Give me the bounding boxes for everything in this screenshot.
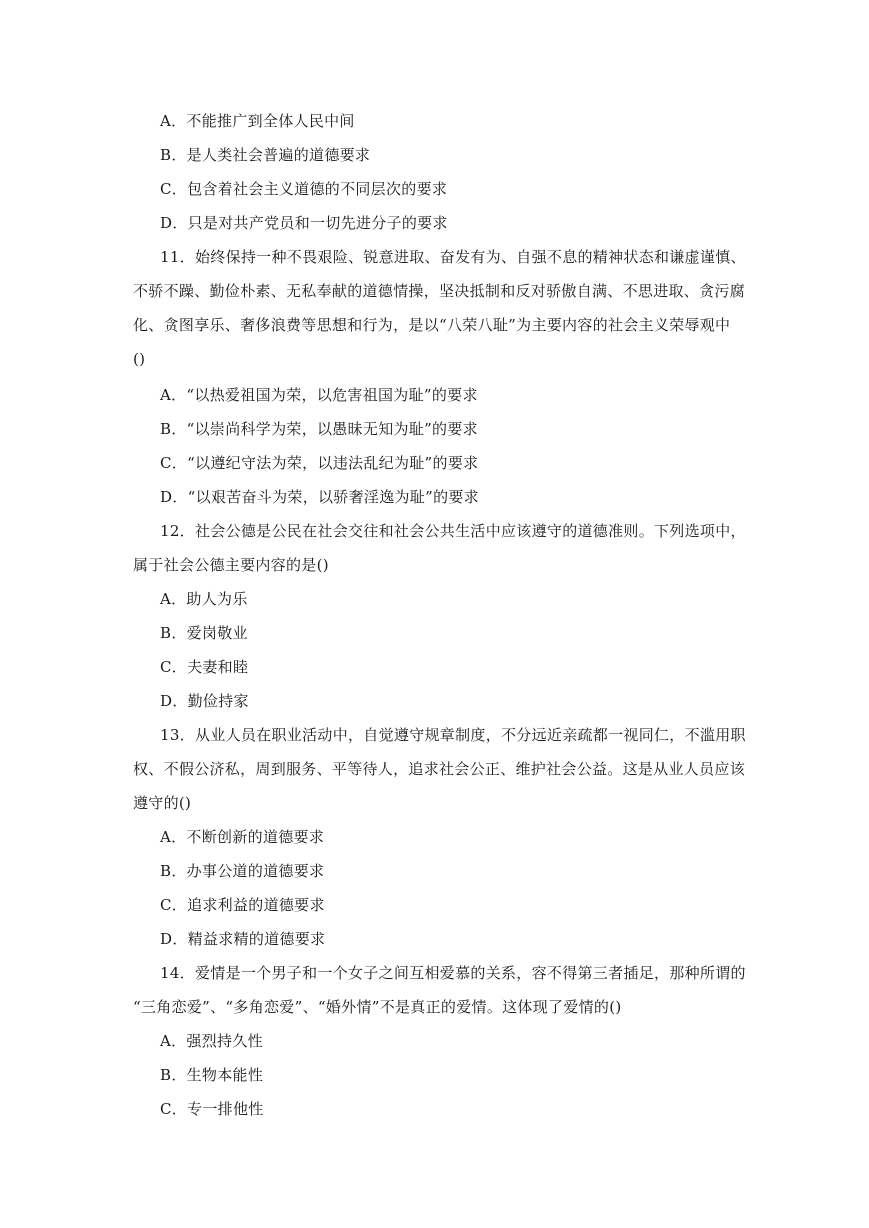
- q11-stem-line-3: 化、贪图享乐、奢侈浪费等思想和行为，是以“八荣八耻”为主要内容的社会主义荣辱观中: [133, 316, 731, 334]
- q10-option-a: A．不能推广到全体人民中间: [160, 112, 355, 130]
- q10-option-b: B．是人类社会普遍的道德要求: [160, 146, 371, 164]
- q10-option-c: C．包含着社会主义道德的不同层次的要求: [160, 180, 448, 198]
- q12-stem-line-1: 12．社会公德是公民在社会交往和社会公共生活中应该遵守的道德准则。下列选项中，: [160, 522, 746, 540]
- q11-option-c: C．“以遵纪守法为荣，以违法乱纪为耻”的要求: [160, 454, 479, 472]
- q11-stem-line-1: 11．始终保持一种不畏艰险、锐意进取、奋发有为、自强不息的精神状态和谦虚谨慎、: [160, 248, 746, 266]
- q12-option-c: C．夫妻和睦: [160, 658, 249, 676]
- q13-option-d: D．精益求精的道德要求: [160, 930, 326, 948]
- q13-stem-line-2: 权、不假公济私，周到服务、平等待人，追求社会公正、维护社会公益。这是从业人员应该: [133, 760, 746, 778]
- q10-option-d: D．只是对共产党员和一切先进分子的要求: [160, 214, 448, 232]
- q11-stem-line-2: 不骄不躁、勤俭朴素、无私奉献的道德情操，坚决抵制和反对骄傲自满、不思进取、贪污腐: [133, 282, 746, 300]
- q14-option-c: C．专一排他性: [160, 1100, 264, 1118]
- q14-stem-line-1: 14．爱情是一个男子和一个女子之间互相爱慕的关系，容不得第三者插足，那种所谓的: [160, 964, 746, 982]
- q13-option-c: C．追求利益的道德要求: [160, 896, 325, 914]
- q11-option-d: D．“以艰苦奋斗为荣，以骄奢淫逸为耻”的要求: [160, 488, 479, 506]
- q13-option-b: B．办事公道的道德要求: [160, 862, 325, 880]
- q13-stem-line-3: 遵守的(): [133, 794, 192, 812]
- q12-option-d: D．勤俭持家: [160, 692, 249, 710]
- q13-option-a: A．不断创新的道德要求: [160, 828, 325, 846]
- q12-option-b: B．爱岗敬业: [160, 624, 248, 642]
- q11-stem-line-4: (): [133, 350, 146, 368]
- q14-stem-line-2: “三角恋爱”、“多角恋爱”、“婚外情”不是真正的爱情。这体现了爱情的(): [133, 998, 622, 1016]
- q11-option-a: A．“以热爱祖国为荣，以危害祖国为耻”的要求: [160, 386, 478, 404]
- q12-option-a: A．助人为乐: [160, 590, 248, 608]
- q11-option-b: B．“以崇尚科学为荣，以愚昧无知为耻”的要求: [160, 420, 478, 438]
- q14-option-b: B．生物本能性: [160, 1066, 264, 1084]
- q13-stem-line-1: 13．从业人员在职业活动中，自觉遵守规章制度，不分远近亲疏都一视同仁，不滥用职: [160, 726, 746, 744]
- q14-option-a: A．强烈持久性: [160, 1032, 263, 1050]
- q12-stem-line-2: 属于社会公德主要内容的是(): [133, 556, 329, 574]
